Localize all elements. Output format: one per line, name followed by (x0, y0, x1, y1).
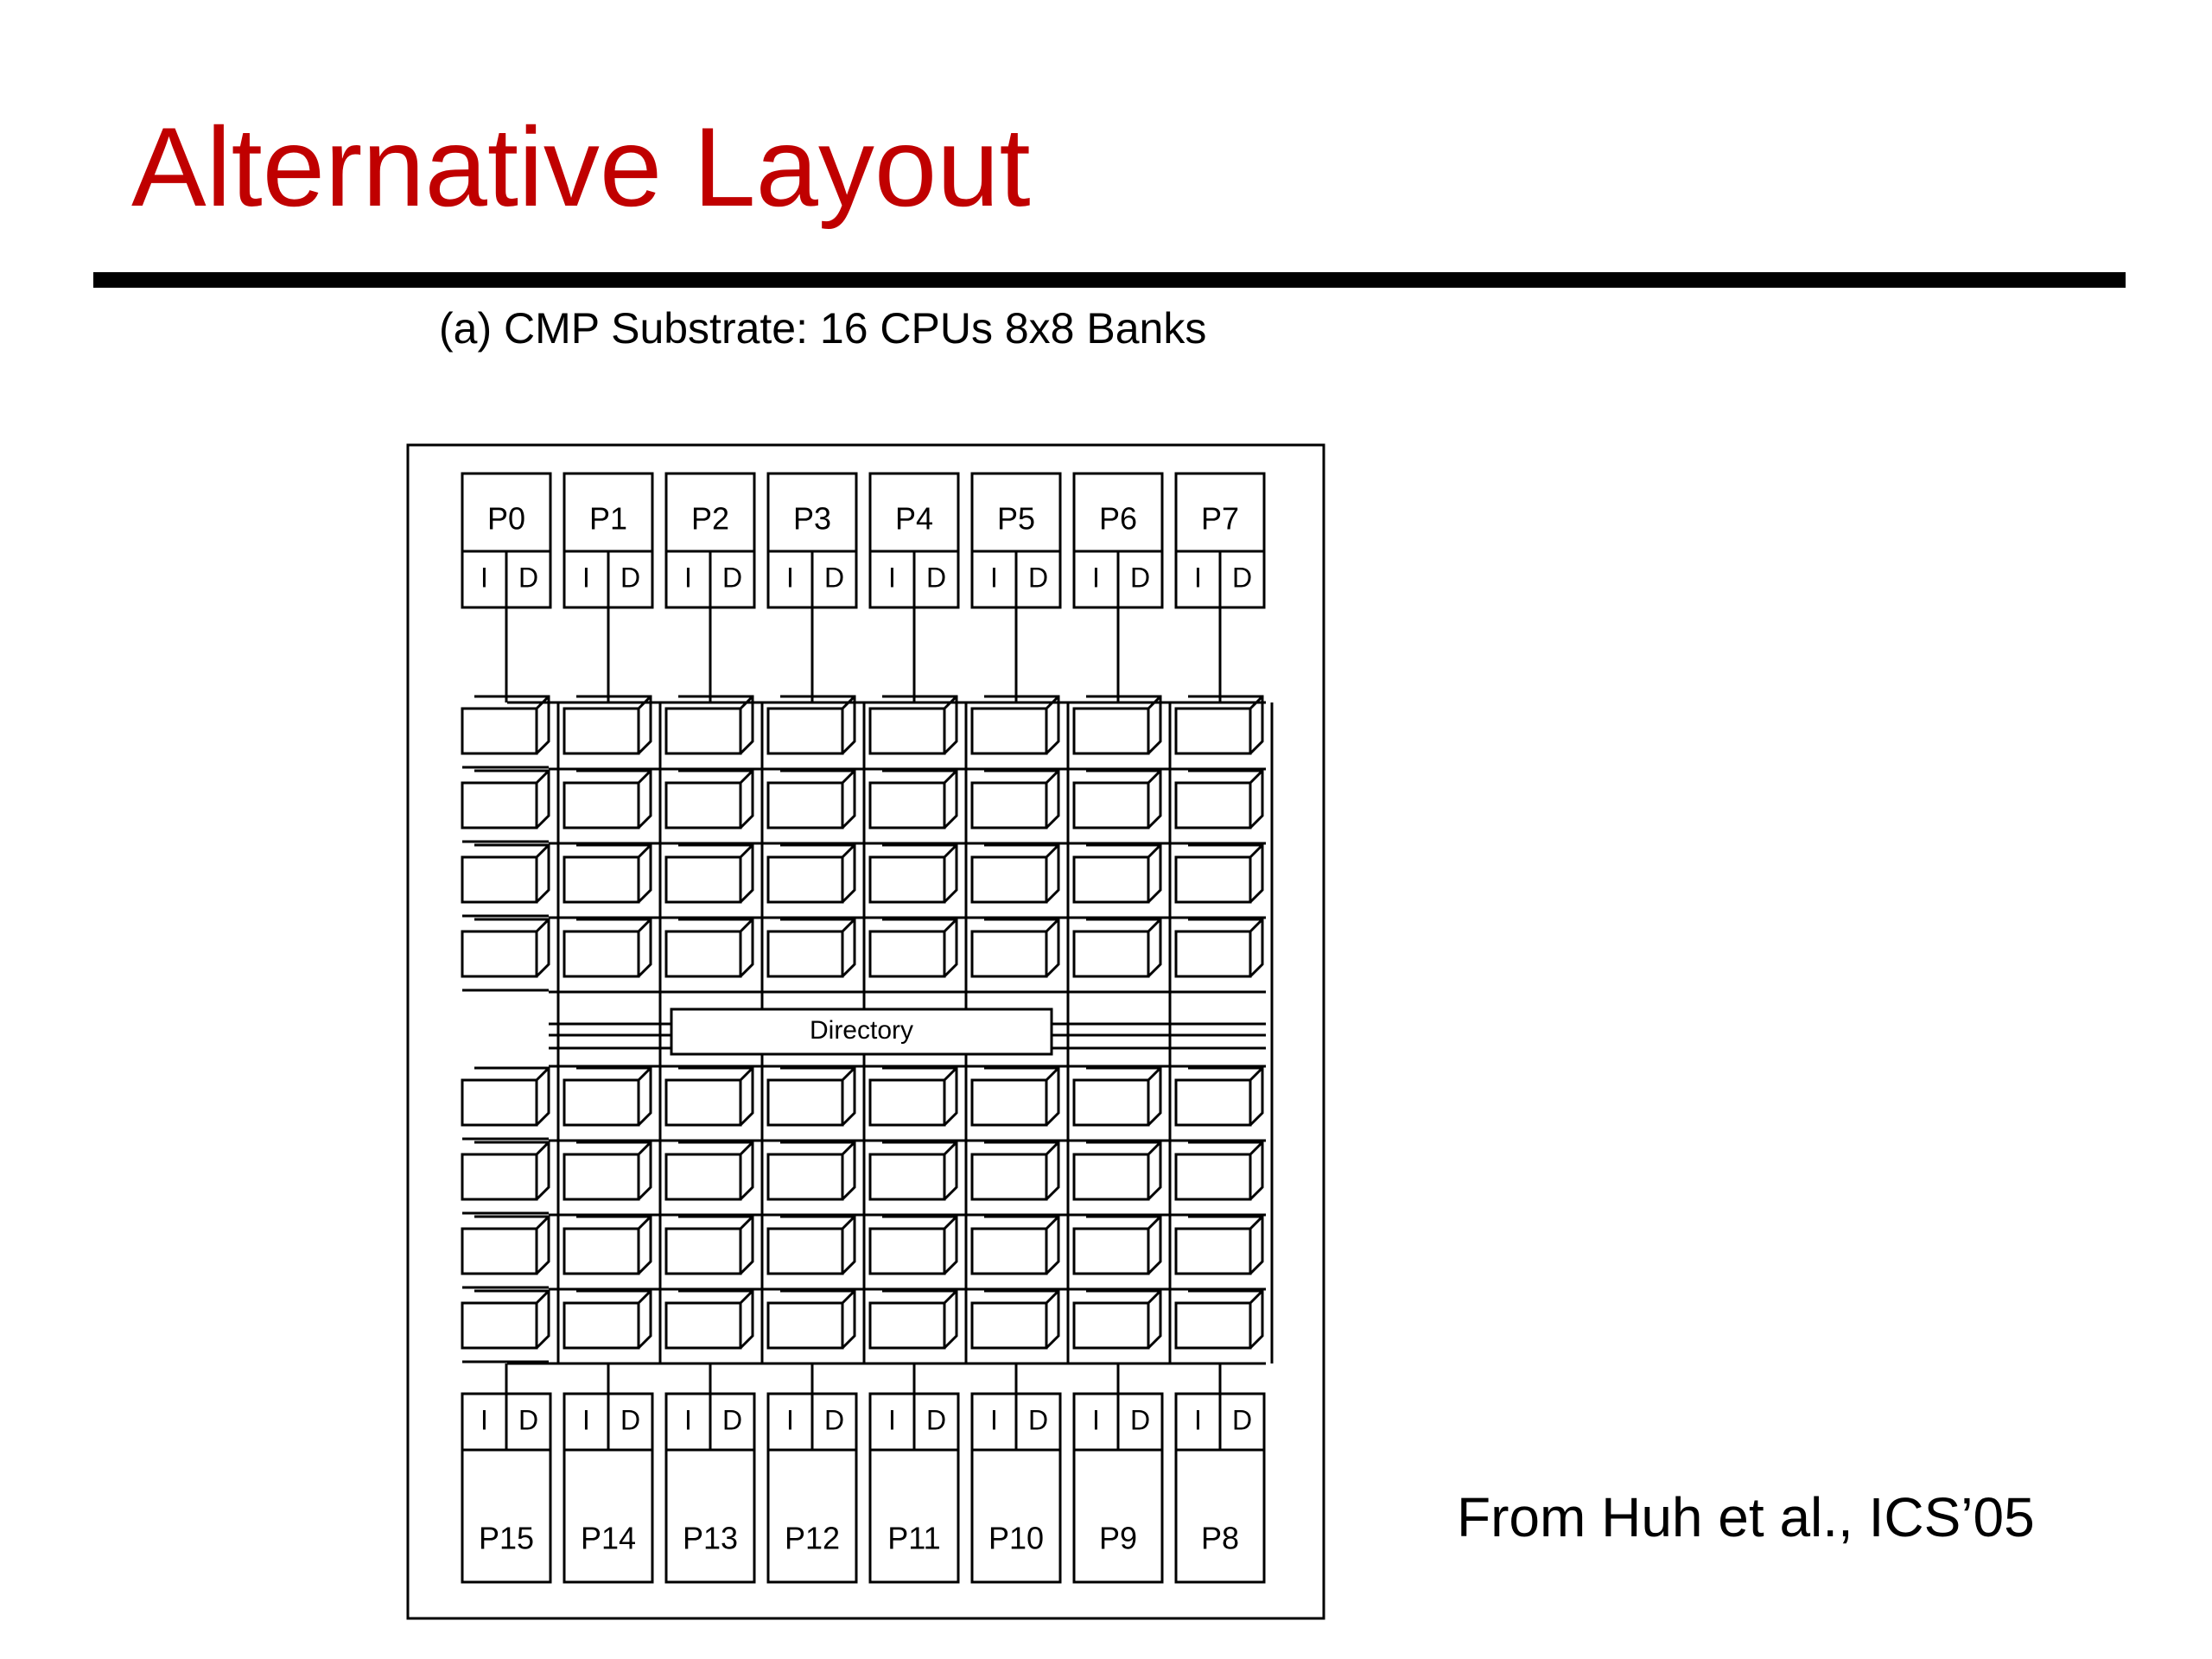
cache-bank (972, 783, 1046, 828)
instruction-cache-label: I (1194, 562, 1202, 594)
cache-bank-bevel (537, 1068, 549, 1080)
cmp-substrate-diagram (406, 443, 1325, 1620)
cache-bank-bevel (944, 1217, 957, 1229)
cache-bank-bevel (1250, 919, 1262, 931)
cache-bank-bevel (1148, 845, 1160, 857)
cache-bank-bevel (639, 771, 651, 783)
instruction-cache-label: I (1092, 562, 1100, 594)
instruction-cache-label: I (684, 1404, 692, 1436)
cache-bank-bevel (741, 845, 753, 857)
cache-bank-bevel (944, 1291, 957, 1303)
cache-bank-bevel (741, 1291, 753, 1303)
processor-label: P12 (784, 1520, 841, 1556)
directory-label: Directory (809, 1015, 914, 1045)
data-cache-label: D (620, 1404, 641, 1436)
cache-bank (666, 1080, 741, 1125)
cache-bank-bevel (1046, 1142, 1058, 1154)
cache-bank (564, 857, 639, 902)
processor-label: P9 (1098, 1520, 1138, 1556)
data-cache-label: D (1129, 1404, 1151, 1436)
cache-bank (972, 1303, 1046, 1348)
cache-bank (972, 931, 1046, 976)
data-cache-label: D (823, 562, 845, 594)
data-cache-label: D (1129, 562, 1151, 594)
processor-label: P0 (486, 500, 526, 537)
cache-bank (462, 857, 537, 902)
cache-bank (1176, 931, 1250, 976)
cache-bank-bevel (842, 1291, 855, 1303)
citation: From Huh et al., ICS’05 (1457, 1486, 2035, 1548)
figure-caption: (a) CMP Substrate: 16 CPUs 8x8 Banks (439, 304, 1207, 353)
cache-bank (666, 709, 741, 753)
cache-bank (564, 709, 639, 753)
cache-bank-bevel (741, 1142, 753, 1154)
cache-bank (768, 1303, 842, 1348)
slide-title: Alternative Layout (131, 104, 1031, 230)
cache-bank-bevel (842, 1068, 855, 1080)
cache-bank-bevel (1148, 1068, 1160, 1080)
cache-bank (666, 1303, 741, 1348)
cache-bank-bevel (639, 1068, 651, 1080)
processor-label: P6 (1098, 500, 1138, 537)
cache-bank-bevel (1046, 845, 1058, 857)
cache-bank-bevel (639, 1291, 651, 1303)
cache-bank (768, 1154, 842, 1199)
cache-bank (1074, 1303, 1148, 1348)
instruction-cache-label: I (786, 1404, 794, 1436)
cache-bank (564, 1080, 639, 1125)
processor-label: P13 (682, 1520, 739, 1556)
data-cache-label: D (620, 562, 641, 594)
cache-bank (768, 709, 842, 753)
instruction-cache-label: I (1092, 1404, 1100, 1436)
processor-label: P1 (588, 500, 628, 537)
cache-bank (462, 1154, 537, 1199)
cache-bank-bevel (639, 1217, 651, 1229)
cache-bank-bevel (1148, 1217, 1160, 1229)
instruction-cache-label: I (786, 562, 794, 594)
cache-bank-bevel (1148, 1291, 1160, 1303)
cache-bank (870, 1080, 944, 1125)
processor-label: P2 (690, 500, 730, 537)
title-rule (93, 272, 2126, 288)
cache-bank-bevel (1148, 1142, 1160, 1154)
cache-bank (768, 931, 842, 976)
cache-bank-bevel (1250, 845, 1262, 857)
cache-bank (1074, 931, 1148, 976)
cache-bank-bevel (537, 845, 549, 857)
data-cache-label: D (925, 1404, 947, 1436)
cache-bank (564, 1229, 639, 1274)
cache-bank (1074, 857, 1148, 902)
cache-bank (972, 857, 1046, 902)
cache-bank-bevel (842, 845, 855, 857)
instruction-cache-label: I (990, 562, 998, 594)
cache-bank (870, 1154, 944, 1199)
cache-bank-bevel (741, 1068, 753, 1080)
cache-bank (972, 1080, 1046, 1125)
cache-bank-bevel (1250, 1291, 1262, 1303)
data-cache-label: D (518, 562, 539, 594)
cache-bank (1176, 1229, 1250, 1274)
cache-bank-bevel (944, 845, 957, 857)
processor-label: P10 (988, 1520, 1045, 1556)
cache-bank (462, 709, 537, 753)
cache-bank (666, 783, 741, 828)
cache-bank-bevel (944, 1142, 957, 1154)
data-cache-label: D (925, 562, 947, 594)
cache-bank-bevel (537, 919, 549, 931)
cache-bank (462, 1303, 537, 1348)
cache-bank (564, 1303, 639, 1348)
cache-bank (1074, 783, 1148, 828)
cache-bank (870, 709, 944, 753)
cache-bank (564, 931, 639, 976)
processor-label: P4 (894, 500, 934, 537)
cache-bank-bevel (639, 1142, 651, 1154)
data-cache-label: D (518, 1404, 539, 1436)
data-cache-label: D (823, 1404, 845, 1436)
cache-bank (1176, 1080, 1250, 1125)
cache-bank (666, 931, 741, 976)
cache-bank-bevel (1250, 771, 1262, 783)
processor-label: P11 (887, 1520, 941, 1556)
cache-bank-bevel (741, 771, 753, 783)
instruction-cache-label: I (480, 562, 488, 594)
data-cache-label: D (1027, 1404, 1049, 1436)
instruction-cache-label: I (582, 1404, 590, 1436)
cache-bank (1074, 1154, 1148, 1199)
cache-bank (870, 1229, 944, 1274)
cache-bank (462, 1080, 537, 1125)
cache-bank (462, 783, 537, 828)
processor-label: P8 (1200, 1520, 1240, 1556)
cache-bank (666, 857, 741, 902)
cache-bank (870, 1303, 944, 1348)
instruction-cache-label: I (684, 562, 692, 594)
cache-bank-bevel (1250, 1142, 1262, 1154)
cache-bank-bevel (537, 1217, 549, 1229)
processor-label: P5 (996, 500, 1036, 537)
cache-bank-bevel (944, 919, 957, 931)
cache-bank-bevel (1046, 771, 1058, 783)
data-cache-label: D (1231, 562, 1253, 594)
data-cache-label: D (1027, 562, 1049, 594)
cache-bank (1074, 709, 1148, 753)
cache-bank-bevel (944, 771, 957, 783)
cache-bank-bevel (944, 1068, 957, 1080)
cache-bank-bevel (741, 1217, 753, 1229)
processor-label: P15 (478, 1520, 535, 1556)
instruction-cache-label: I (888, 562, 896, 594)
cache-bank (564, 783, 639, 828)
cache-bank (1074, 1080, 1148, 1125)
cache-bank (972, 1229, 1046, 1274)
cache-bank (768, 1229, 842, 1274)
cache-bank-bevel (1046, 1217, 1058, 1229)
cache-bank (666, 1154, 741, 1199)
instruction-cache-label: I (480, 1404, 488, 1436)
processor-label: P14 (580, 1520, 637, 1556)
cache-bank (972, 709, 1046, 753)
processor-label: P7 (1200, 500, 1240, 537)
cache-bank-bevel (639, 845, 651, 857)
cache-bank (462, 931, 537, 976)
cache-bank-bevel (1046, 1068, 1058, 1080)
cache-bank (768, 857, 842, 902)
cache-bank (1074, 1229, 1148, 1274)
cache-bank-bevel (842, 1142, 855, 1154)
cache-bank-bevel (1250, 1068, 1262, 1080)
cache-bank-bevel (1148, 919, 1160, 931)
instruction-cache-label: I (1194, 1404, 1202, 1436)
cache-bank-bevel (1148, 771, 1160, 783)
cache-bank (1176, 783, 1250, 828)
cache-bank-bevel (1046, 1291, 1058, 1303)
cache-bank (462, 1229, 537, 1274)
cache-bank (1176, 1154, 1250, 1199)
cache-bank-bevel (1046, 919, 1058, 931)
cache-bank (564, 1154, 639, 1199)
cache-bank (768, 1080, 842, 1125)
cache-bank (666, 1229, 741, 1274)
cache-bank (870, 783, 944, 828)
cache-bank-bevel (842, 1217, 855, 1229)
cache-bank-bevel (639, 919, 651, 931)
instruction-cache-label: I (582, 562, 590, 594)
cache-bank (1176, 857, 1250, 902)
cache-bank (1176, 1303, 1250, 1348)
cache-bank (870, 931, 944, 976)
instruction-cache-label: I (990, 1404, 998, 1436)
processor-label: P3 (792, 500, 832, 537)
cache-bank-bevel (842, 771, 855, 783)
cache-bank (1176, 709, 1250, 753)
cache-bank-bevel (842, 919, 855, 931)
cache-bank (972, 1154, 1046, 1199)
data-cache-label: D (721, 562, 743, 594)
cache-bank-bevel (741, 919, 753, 931)
cache-bank-bevel (537, 1142, 549, 1154)
cache-bank (768, 783, 842, 828)
cache-bank-bevel (537, 1291, 549, 1303)
cache-bank (870, 857, 944, 902)
data-cache-label: D (721, 1404, 743, 1436)
instruction-cache-label: I (888, 1404, 896, 1436)
data-cache-label: D (1231, 1404, 1253, 1436)
cache-bank-bevel (1250, 1217, 1262, 1229)
cache-bank-bevel (537, 771, 549, 783)
